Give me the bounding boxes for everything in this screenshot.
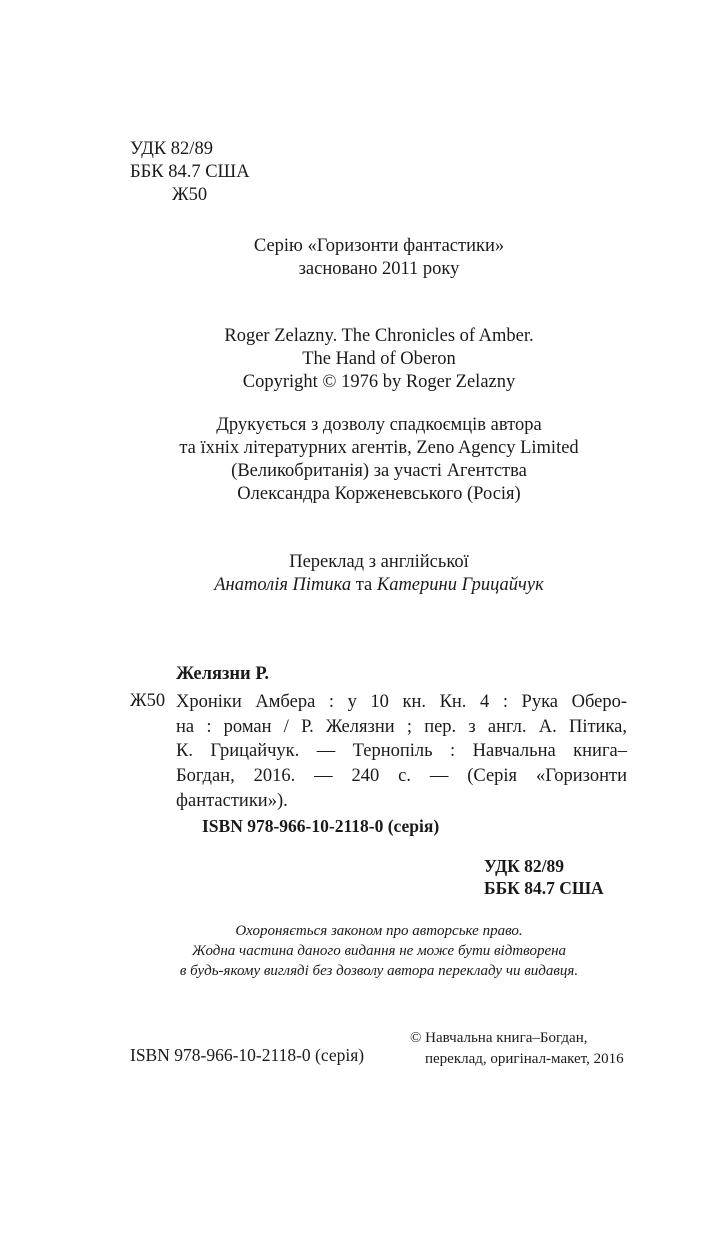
permission-line-3: (Великобританія) за участі Агентства <box>231 461 527 481</box>
permission-line-1: Друкується з дозволу спадкоємців автора <box>216 415 542 435</box>
original-edition <box>0 325 709 394</box>
publisher-copyright-line-1: © Навчальна книга–Богдан, <box>410 1030 588 1046</box>
translator-1: Анатолія Пітика <box>214 575 352 595</box>
udk-code: УДК 82/89 <box>130 139 213 159</box>
series-note-line-1: Серію «Горизонти фантастики» <box>253 236 505 256</box>
original-copyright: Copyright © 1976 by Roger Zelazny <box>242 372 516 392</box>
catalog-classification <box>484 855 604 899</box>
classification-block <box>130 138 250 207</box>
catalog-sign: Ж50 <box>130 691 166 711</box>
catalog-isbn: ISBN 978-966-10-2118-0 (серія) <box>202 816 440 836</box>
translator-2: Катерини Грицайчук <box>376 575 544 595</box>
translation-note <box>0 551 709 597</box>
series-note-line-2: засновано 2011 року <box>298 259 460 279</box>
publisher-copyright-line-2: переклад, оригінал-макет, 2016 <box>425 1051 624 1067</box>
footer-isbn: ISBN 978-966-10-2118-0 (серія) <box>130 1045 365 1065</box>
catalog-bbk: ББК 84.7 США <box>484 878 604 898</box>
catalog-udk: УДК 82/89 <box>484 856 565 876</box>
permission-note <box>0 414 709 506</box>
legal-notice <box>0 921 709 981</box>
catalog-line-5: фантастики»). <box>176 790 288 811</box>
catalog-line-3: К. Грицайчук. — Тернопіль : Навчальна книга– <box>176 741 627 762</box>
translators <box>0 574 709 597</box>
author-sign: Ж50 <box>172 185 208 205</box>
translation-label: Переклад з англійської <box>289 552 469 572</box>
original-title-line-2: The Hand of Oberon <box>302 349 456 369</box>
bbk-code: ББК 84.7 США <box>130 162 250 182</box>
translators-conjunction: та <box>351 575 377 595</box>
legal-line-3: в будь-якому вигляді без дозволу автора перекладу чи видавця. <box>179 963 579 979</box>
publisher-copyright <box>410 1028 624 1070</box>
catalog-line-2: на : роман / Р. Желязни ; пер. з англ. А. Пітика, <box>176 716 627 737</box>
series-note <box>0 235 709 281</box>
catalog-author: Желязни Р. <box>176 664 269 684</box>
original-title-line-1: Roger Zelazny. The Chronicles of Amber. <box>224 326 534 346</box>
catalog-line-1: Хроніки Амбера : у 10 кн. Кн. 4 : Рука Оберо- <box>176 692 627 712</box>
catalog-line-4: Богдан, 2016. — 240 с. — (Серія «Горизонти <box>176 766 627 787</box>
permission-line-4: Олександра Корженевського (Росія) <box>237 484 521 504</box>
permission-line-2: та їхніх літературних агентів, Zeno Agency Limited <box>179 438 579 458</box>
legal-line-2: Жодна частина даного видання не може бути відтворена <box>191 943 567 959</box>
legal-line-1: Охороняється законом про авторське право. <box>235 923 523 939</box>
catalog-description <box>176 690 627 814</box>
